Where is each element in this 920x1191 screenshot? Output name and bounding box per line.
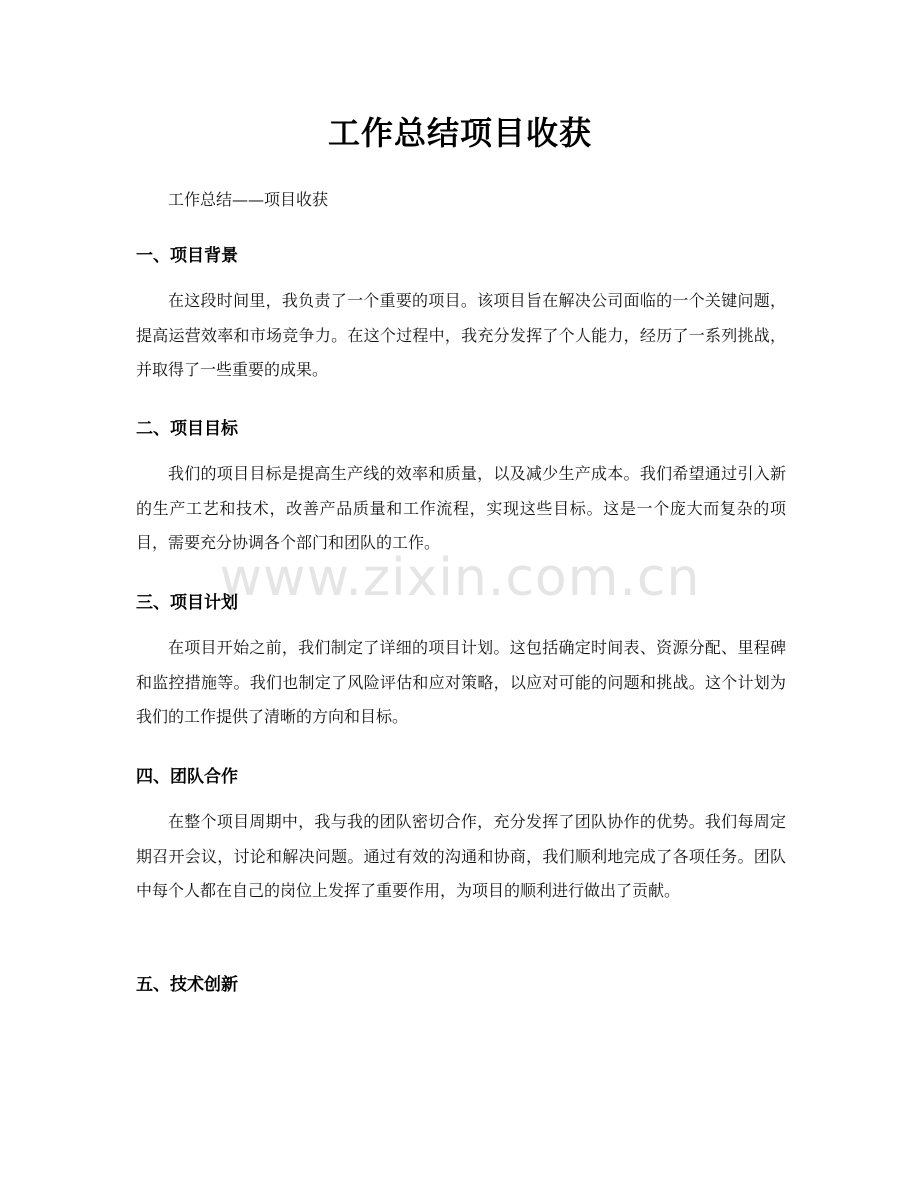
section-heading-teamwork: 四、团队合作 bbox=[136, 767, 238, 787]
section-body-goals: 我们的项目目标是提高生产线的效率和质量，以及减少生产成本。我们希望通过引入新的生产工艺和技术，改善产品质量和工作流程，实现这些目标。这是一个庞大而复杂的项目，需要充分协调各个部门和团队的工作。 bbox=[136, 464, 786, 552]
watermark-text: www.zixin.com.cn bbox=[219, 548, 701, 608]
section-heading-innovation: 五、技术创新 bbox=[136, 975, 238, 995]
section-heading-goals: 二、项目目标 bbox=[136, 419, 238, 439]
document-subtitle: 工作总结——项目收获 bbox=[168, 190, 329, 209]
document-title: 工作总结项目收获 bbox=[327, 114, 592, 152]
section-body-background: 在这段时间里，我负责了一个重要的项目。该项目旨在解决公司面临的一个关键问题，提高运营效率和市场竞争力。在这个过程中，我充分发挥了个人能力，经历了一系列挑战，并取得了一些重要的成果。 bbox=[136, 291, 786, 379]
section-body-plan: 在项目开始之前，我们制定了详细的项目计划。这包括确定时间表、资源分配、里程碑和监控措施等。我们也制定了风险评估和应对策略，以应对可能的问题和挑战。这个计划为我们的工作提供了清晰的方向和目标。 bbox=[136, 638, 786, 726]
section-heading-background: 一、项目背景 bbox=[136, 246, 238, 266]
section-heading-plan: 三、项目计划 bbox=[136, 593, 238, 613]
section-body-teamwork: 在整个项目周期中，我与我的团队密切合作，充分发挥了团队协作的优势。我们每周定期召开会议，讨论和解决问题。通过有效的沟通和协商，我们顺利地完成了各项任务。团队中每个人都在自己的岗位上发挥了重要作用，为项目的顺利进行做出了贡献。 bbox=[136, 812, 786, 900]
